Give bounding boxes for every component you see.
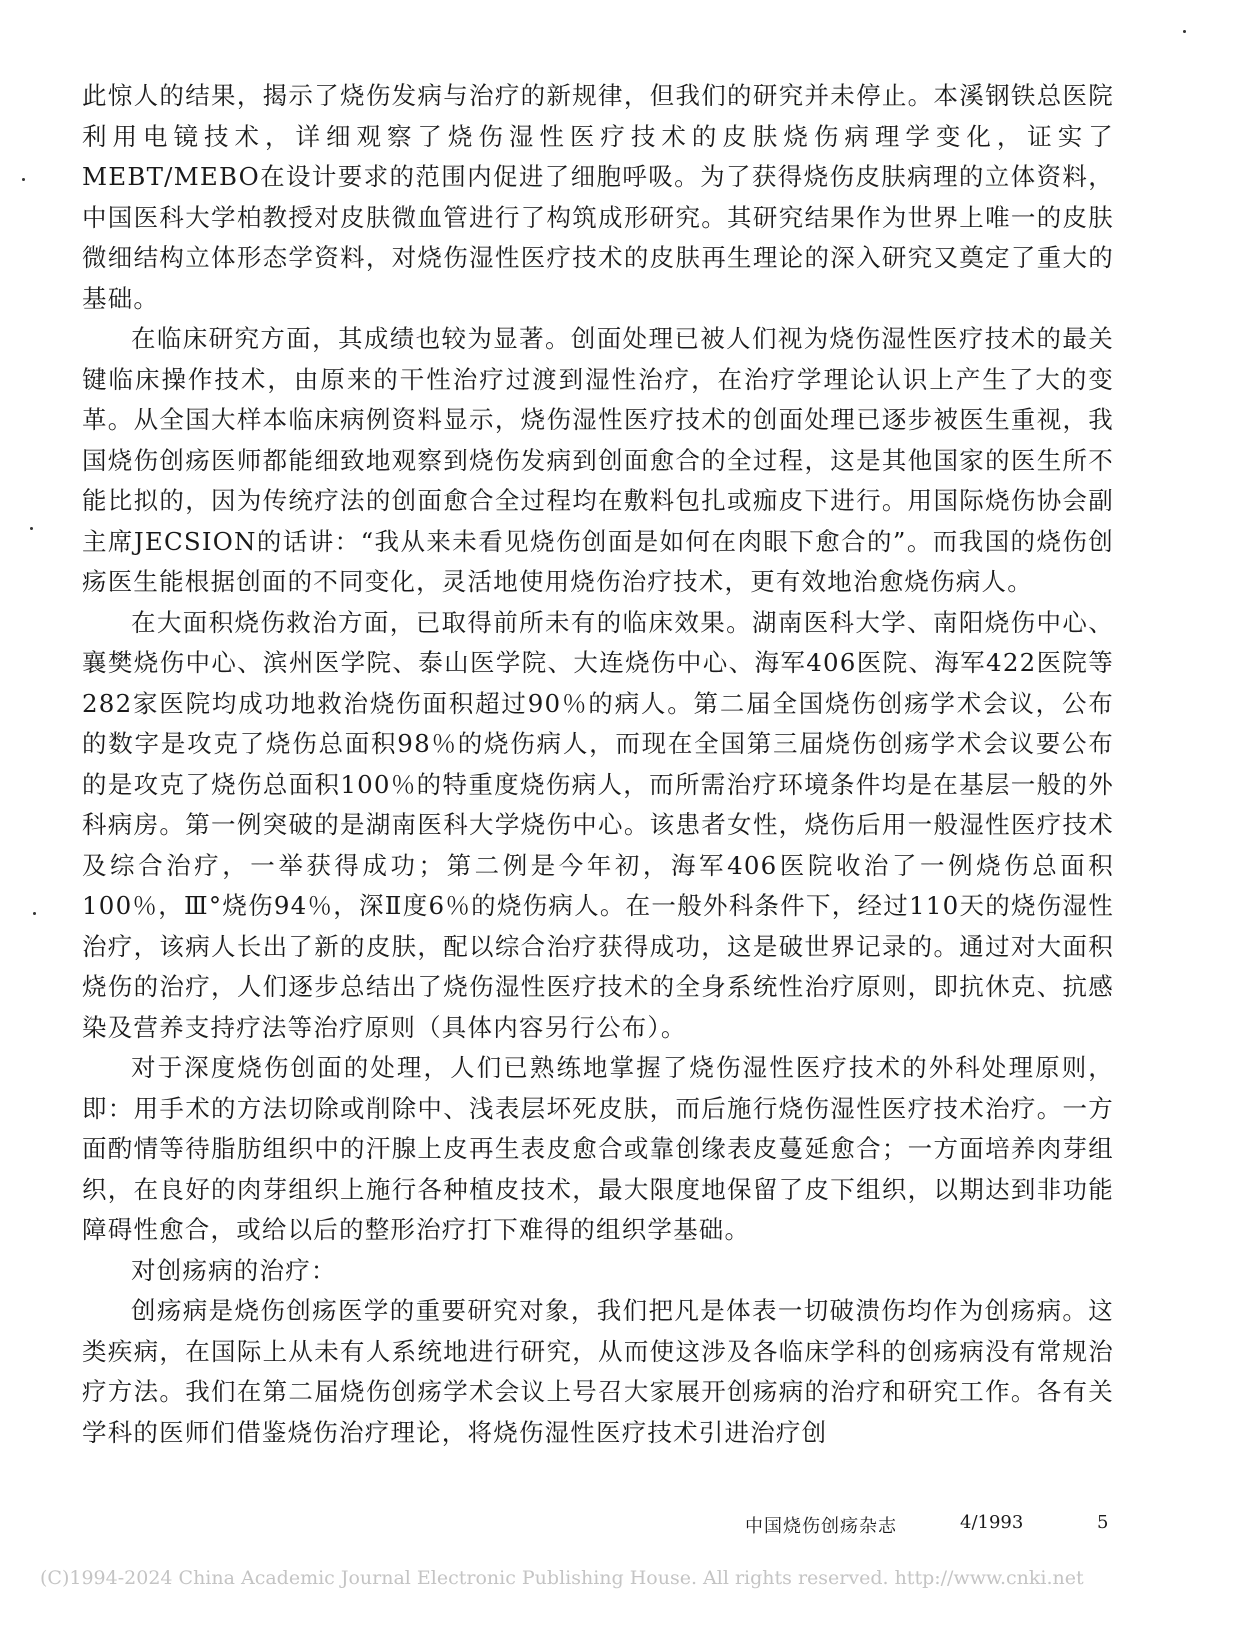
paragraph-research-continuation: 此惊人的结果，揭示了烧伤发病与治疗的新规律，但我们的研究并未停止。本溪钢铁总医院利用电镜技术，详细观察了烧伤湿性医疗技术的皮肤烧伤病理学变化，证实了MEBT/MEBO在设计要求的范围内促进了细胞呼吸。为了获得烧伤皮肤病理的立体资料，中国医科大学柏教授对皮肤微血管进行了构筑成形研究。其研究结果作为世界上唯一的皮肤微细结构立体形态学资料，对烧伤湿性医疗技术的皮肤再生理论的深入研究又奠定了重大的基础。	[82, 81, 1114, 313]
footer-issue: 4/1993	[960, 1512, 1024, 1533]
page-number: 5	[1097, 1512, 1109, 1533]
footer-journal-name: 中国烧伤创疡杂志	[745, 1516, 897, 1537]
scan-speck	[30, 527, 33, 530]
scan-speck	[22, 178, 25, 181]
paragraph-clinical-research: 在临床研究方面，其成绩也较为显著。创面处理已被人们视为烧伤湿性医疗技术的最关键临床操作技术，由原来的干性治疗过渡到湿性治疗，在治疗学理论认识上产生了大的变革。从全国大样本临床病例资料显示，烧伤湿性医疗技术的创面处理已逐步被医生重视，我国烧伤创疡医师都能细致地观察到烧伤发病到创面愈合的全过程，这是其他国家的医生所不能比拟的，因为传统疗法的创面愈合全过程均在敷料包扎或痂皮下进行。用国际烧伤协会副主席JECSION的话讲：“我从来未看见烧伤创面是如何在肉眼下愈合的”。而我国的烧伤创疡医生能根据创面的不同变化，灵活地使用烧伤治疗技术，更有效地治愈烧伤病人。	[82, 324, 1114, 596]
section-heading-wound-ulcer-treatment: 对创疡病的治疗：	[131, 1255, 337, 1285]
copyright-watermark: (C)1994-2024 China Academic Journal Electronic Publishing House. All rights reserved. http://www.cnki.net	[40, 1567, 1084, 1589]
scan-speck	[1183, 30, 1186, 33]
article-body	[82, 76, 1114, 1453]
paragraph-deep-burn-wounds: 对于深度烧伤创面的处理，人们已熟练地掌握了烧伤湿性医疗技术的外科处理原则，即：用手术的方法切除或削除中、浅表层坏死皮肤，而后施行烧伤湿性医疗技术治疗。一方面酌情等待脂肪组织中的汗腺上皮再生表皮愈合或靠创缘表皮蔓延愈合；一方面培养肉芽组织，在良好的肉芽组织上施行各种植皮技术，最大限度地保留了皮下组织，以期达到非功能障碍性愈合，或给以后的整形治疗打下难得的组织学基础。	[82, 1053, 1114, 1244]
paragraph-large-area-burns: 在大面积烧伤救治方面，已取得前所未有的临床效果。湖南医科大学、南阳烧伤中心、襄樊烧伤中心、滨州医学院、泰山医学院、大连烧伤中心、海军406医院、海军422医院等282家医院均成功地救治烧伤面积超过90％的病人。第二届全国烧伤创疡学术会议，公布的数字是攻克了烧伤总面积98％的烧伤病人，而现在全国第三届烧伤创疡学术会议要公布的是攻克了烧伤总面积100％的特重度烧伤病人，而所需治疗环境条件均是在基层一般的外科病房。第一例突破的是湖南医科大学烧伤中心。该患者女性，烧伤后用一般湿性医疗技术及综合治疗，一举获得成功；第二例是今年初，海军406医院收治了一例烧伤总面积100％，Ⅲ°烧伤94％，深Ⅱ度6％的烧伤病人。在一般外科条件下，经过110天的烧伤湿性治疗，该病人长出了新的皮肤，配以综合治疗获得成功，这是破世界记录的。通过对大面积烧伤的治疗，人们逐步总结出了烧伤湿性医疗技术的全身系统性治疗原则，即抗休克、抗感染及营养支持疗法等治疗原则（具体内容另行公布）。	[82, 607, 1114, 1042]
scan-speck	[33, 912, 36, 915]
paragraph-wound-ulcer-disease: 创疡病是烧伤创疡医学的重要研究对象，我们把凡是体表一切破溃伤均作为创疡病。这类疾病，在国际上从未有人系统地进行研究，从而使这涉及各临床学科的创疡病没有常规治疗方法。我们在第二届烧伤创疡学术会议上号召大家展开创疡病的治疗和研究工作。各有关学科的医师们借鉴烧伤治疗理论，将烧伤湿性医疗技术引进治疗创	[82, 1296, 1114, 1447]
